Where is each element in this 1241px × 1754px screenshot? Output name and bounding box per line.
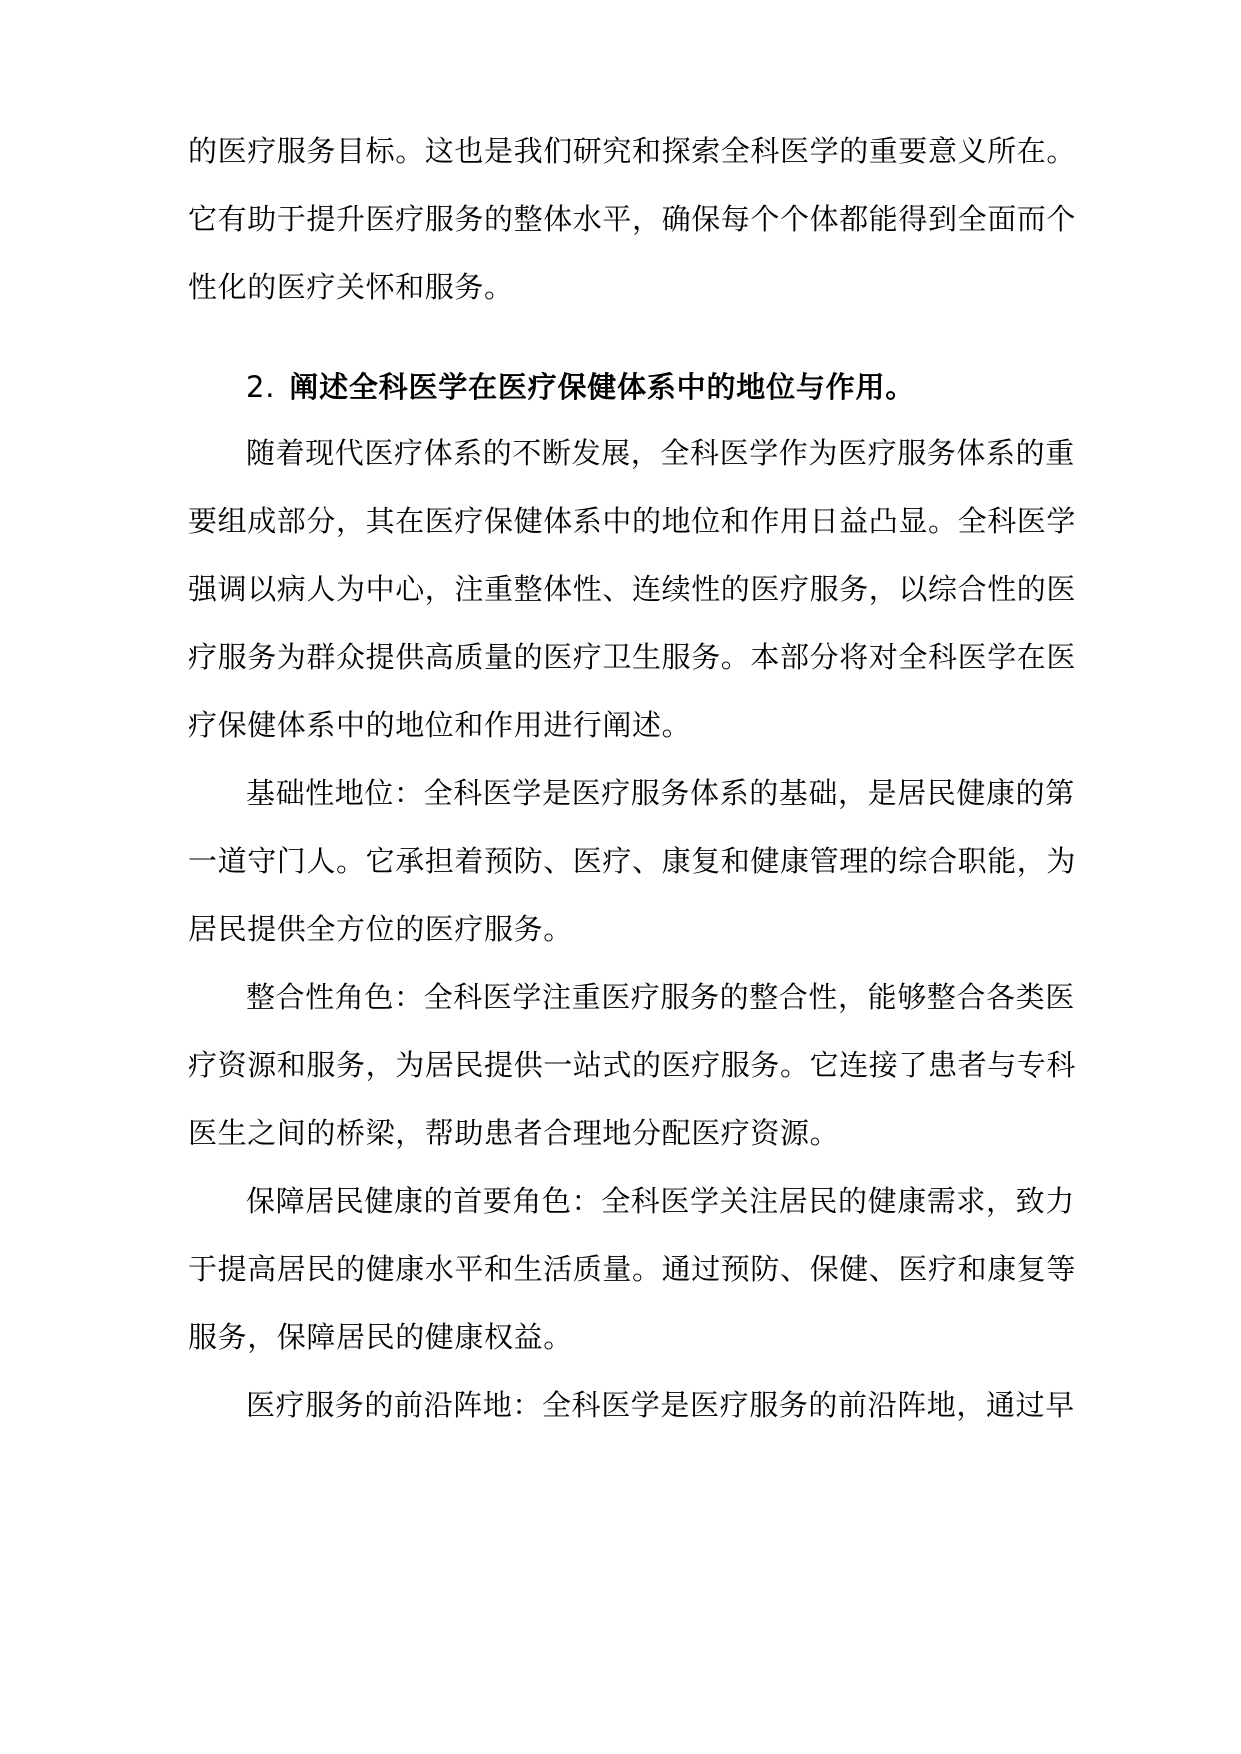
paragraph-1-line-5: 疗保健体系中的地位和作用进行阐述。	[188, 708, 692, 742]
intro-line-2: 它有助于提升医疗服务的整体水平，确保每个个体都能得到全面而个	[188, 202, 1077, 236]
paragraph-4-line-3: 服务，保障居民的健康权益。	[188, 1320, 573, 1354]
paragraph-3-line-2: 疗资源和服务，为居民提供一站式的医疗服务。它连接了患者与专科	[188, 1048, 1077, 1082]
paragraph-1-line-4: 疗服务为群众提供高质量的医疗卫生服务。本部分将对全科医学在医	[188, 640, 1077, 674]
section-heading	[246, 367, 1116, 407]
paragraph-5-line-1: 医疗服务的前沿阵地：全科医学是医疗服务的前沿阵地，通过早	[246, 1388, 1075, 1422]
paragraph-3-line-1: 整合性角色：全科医学注重医疗服务的整合性，能够整合各类医	[246, 980, 1075, 1014]
paragraph-1-line-2: 要组成部分，其在医疗保健体系中的地位和作用日益凸显。全科医学	[188, 504, 1077, 538]
section-number: 2.	[246, 370, 276, 404]
intro-line-3: 性化的医疗关怀和服务。	[188, 270, 514, 304]
intro-line-1: 的医疗服务目标。这也是我们研究和探索全科医学的重要意义所在。	[188, 134, 1077, 168]
paragraph-2-line-2: 一道守门人。它承担着预防、医疗、康复和健康管理的综合职能，为	[188, 844, 1077, 878]
paragraph-1-line-3: 强调以病人为中心，注重整体性、连续性的医疗服务，以综合性的医	[188, 572, 1077, 606]
paragraph-4-line-2: 于提高居民的健康水平和生活质量。通过预防、保健、医疗和康复等	[188, 1252, 1077, 1286]
paragraph-2-line-3: 居民提供全方位的医疗服务。	[188, 912, 573, 946]
paragraph-1-line-1: 随着现代医疗体系的不断发展，全科医学作为医疗服务体系的重	[246, 436, 1075, 470]
paragraph-3-line-3: 医生之间的桥梁，帮助患者合理地分配医疗资源。	[188, 1116, 840, 1150]
section-title: 阐述全科医学在医疗保健体系中的地位与作用。	[289, 370, 916, 404]
paragraph-4-line-1: 保障居民健康的首要角色：全科医学关注居民的健康需求，致力	[246, 1184, 1075, 1218]
paragraph-2-line-1: 基础性地位：全科医学是医疗服务体系的基础，是居民健康的第	[246, 776, 1075, 810]
